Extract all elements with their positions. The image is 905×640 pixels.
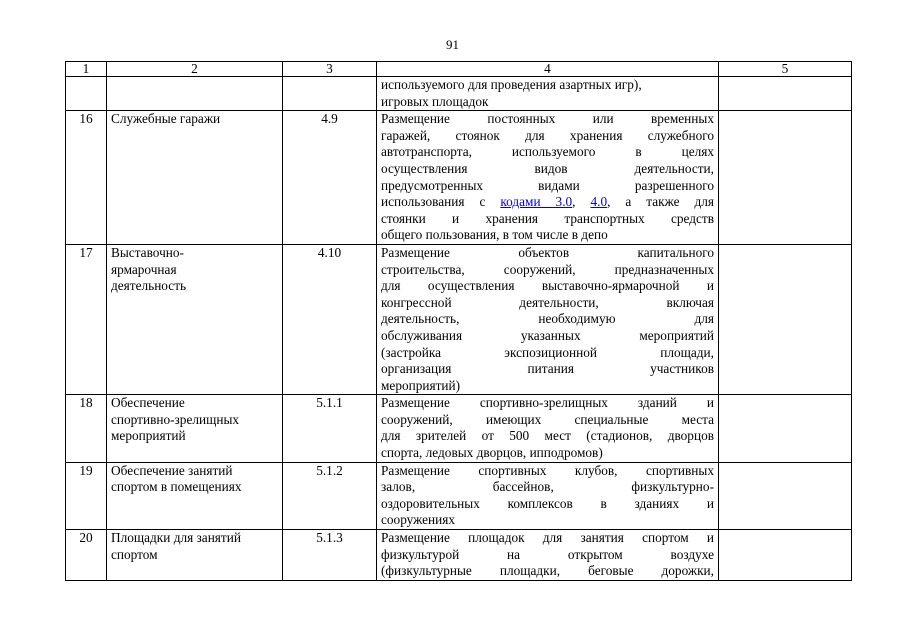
description-line: для зрителей от 500 мест (стадионов, дворцов — [381, 428, 714, 444]
description-line: Размещение объектов капитального — [381, 244, 714, 260]
code-reference-link[interactable]: кодами 3.0 — [500, 194, 573, 210]
description-line: общего пользования, в том числе в депо — [381, 227, 608, 243]
description-line: мероприятий) — [381, 377, 461, 393]
use-type-name-line: ярмарочная — [111, 261, 177, 277]
use-type-name-line: мероприятий — [111, 428, 186, 444]
notes-cell — [719, 395, 852, 462]
description-line: (застройка экспозиционной площади, — [381, 344, 714, 360]
page-number: 91 — [446, 37, 459, 52]
use-type-name-cell — [107, 111, 283, 245]
row-number-cell: 17 — [66, 244, 107, 394]
table-row — [66, 77, 852, 111]
description-line: залов, бассейнов, физкультурно- — [381, 479, 714, 495]
use-type-name-cell — [107, 77, 283, 111]
column-header: 2 — [107, 62, 283, 77]
description-line: стоянки и хранения транспортных средств — [381, 210, 714, 226]
use-type-name-line: спортом — [111, 546, 158, 562]
column-header: 3 — [283, 62, 377, 77]
description-line: сооружениях — [381, 512, 456, 528]
description-line: деятельность, необходимую для — [381, 311, 714, 327]
use-type-code-cell — [283, 77, 377, 111]
use-type-name-line: спортом в помещениях — [111, 479, 242, 495]
notes-cell — [719, 111, 852, 245]
description-line: Размещение постоянных или временных — [381, 111, 714, 127]
description-line: Размещение спортивных клубов, спортивных — [381, 462, 714, 478]
description-line: сооружений, имеющих специальные места — [381, 411, 714, 427]
use-type-code-cell: 5.1.2 — [283, 462, 377, 529]
row-number-cell: 16 — [66, 111, 107, 245]
use-type-name-line: Выставочно- — [111, 244, 184, 260]
use-type-description-cell — [377, 77, 719, 111]
land-use-table — [65, 61, 852, 581]
description-line: обслуживания указанных мероприятий — [381, 327, 714, 343]
description-line: физкультурой на открытом воздухе — [381, 546, 714, 562]
description-line — [381, 194, 714, 211]
table-row — [66, 244, 852, 394]
use-type-code-cell: 4.10 — [283, 244, 377, 394]
notes-cell — [719, 462, 852, 529]
use-type-name-cell — [107, 244, 283, 394]
description-line: оздоровительных комплексов в зданиях и — [381, 495, 714, 511]
use-type-code-cell: 5.1.3 — [283, 530, 377, 581]
table-row — [66, 530, 852, 581]
table-row — [66, 395, 852, 462]
use-type-name-cell — [107, 395, 283, 462]
use-type-name-line: деятельность — [111, 278, 187, 294]
description-text: , — [572, 194, 591, 210]
use-type-name-line: спортивно-зрелищных — [111, 411, 240, 427]
description-line: автотранспорта, используемого в целях — [381, 144, 714, 160]
row-number-cell — [66, 77, 107, 111]
column-number-row — [66, 62, 852, 77]
description-line: осуществления видов деятельности, — [381, 160, 714, 176]
use-type-name-line: Служебные гаражи — [111, 111, 221, 127]
description-line: используемого для проведения азартных игр), — [381, 77, 642, 92]
use-type-name-line: Обеспечение — [111, 395, 185, 411]
use-type-description-cell — [377, 530, 719, 581]
use-type-description-cell — [377, 244, 719, 394]
description-line: спорта, ледовых дворцов, ипподромов) — [381, 445, 603, 461]
row-number-cell: 19 — [66, 462, 107, 529]
column-header: 1 — [66, 62, 107, 77]
notes-cell — [719, 244, 852, 394]
use-type-code-cell: 4.9 — [283, 111, 377, 245]
row-number-cell: 20 — [66, 530, 107, 581]
use-type-name-line: Обеспечение занятий — [111, 462, 233, 478]
use-type-code-cell: 5.1.1 — [283, 395, 377, 462]
description-line: строительства, сооружений, предназначенных — [381, 261, 714, 277]
notes-cell — [719, 530, 852, 581]
description-line: предусмотренных видами разрешенного — [381, 177, 714, 193]
notes-cell — [719, 77, 852, 111]
use-type-name-line: Площадки для занятий — [111, 530, 241, 546]
description-line: организация питания участников — [381, 361, 714, 377]
code-reference-link[interactable]: 4.0 — [590, 194, 608, 210]
table-row — [66, 462, 852, 529]
column-header: 5 — [719, 62, 852, 77]
use-type-name-cell — [107, 462, 283, 529]
description-line: для осуществления выставочно-ярмарочной и — [381, 278, 714, 294]
description-text: использования с — [381, 194, 501, 210]
column-header: 4 — [377, 62, 719, 77]
table-row — [66, 111, 852, 245]
description-line: игровых площадок — [381, 93, 489, 109]
description-line: (физкультурные площадки, беговые дорожки, — [381, 563, 714, 579]
use-type-name-cell — [107, 530, 283, 581]
use-type-description-cell — [377, 111, 719, 245]
use-type-description-cell — [377, 395, 719, 462]
description-line: Размещение площадок для занятия спортом и — [381, 530, 714, 546]
description-line: конгрессной деятельности, включая — [381, 294, 714, 310]
description-text: , а также для — [607, 194, 714, 210]
row-number-cell: 18 — [66, 395, 107, 462]
description-line: гаражей, стоянок для хранения служебного — [381, 127, 714, 143]
description-line: Размещение спортивно-зрелищных зданий и — [381, 395, 714, 411]
use-type-description-cell — [377, 462, 719, 529]
